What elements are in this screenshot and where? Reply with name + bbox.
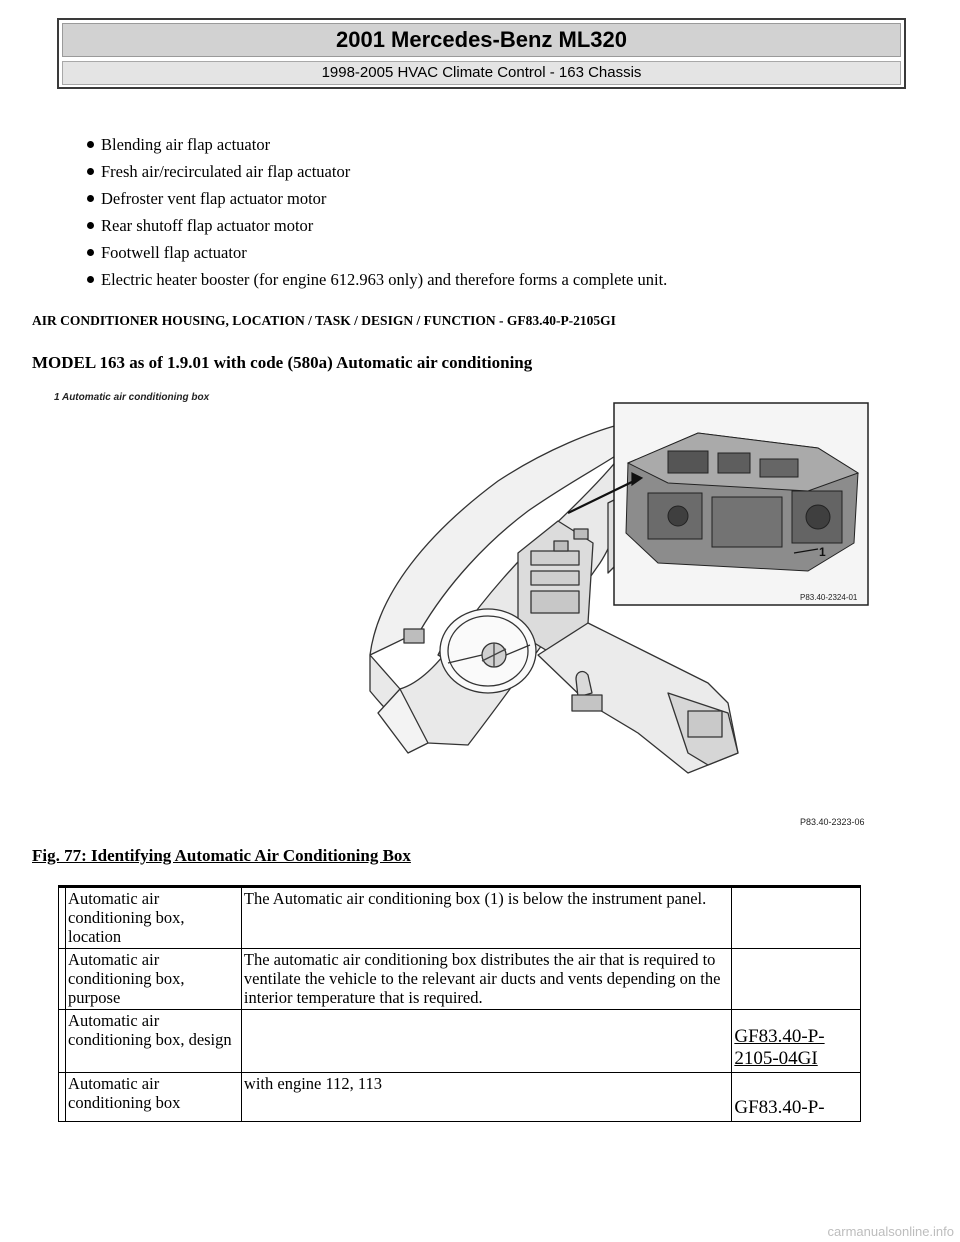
figure-legend: 1 Automatic air conditioning box bbox=[54, 392, 210, 403]
list-item bbox=[87, 189, 667, 216]
row-text: The automatic air conditioning box distributes the air that is required to ventilate the vehicle to the relevant air ducts and vents depending on the interior temperature that is required. bbox=[241, 949, 731, 1010]
bullet-icon bbox=[87, 222, 94, 229]
callout-number: 1 bbox=[819, 545, 826, 559]
list-item bbox=[87, 135, 667, 162]
list-item-text: Defroster vent flap actuator motor bbox=[101, 189, 327, 208]
row-ref bbox=[732, 887, 861, 949]
row-name: Automatic air conditioning box, location bbox=[66, 887, 242, 949]
table-row bbox=[59, 949, 861, 1010]
list-item bbox=[87, 243, 667, 270]
list-item bbox=[87, 270, 667, 297]
list-item-text: Fresh air/recirculated air flap actuator bbox=[101, 162, 351, 181]
row-text bbox=[241, 1010, 731, 1073]
row-name: Automatic air conditioning box, design bbox=[66, 1010, 242, 1073]
row-text: The Automatic air conditioning box (1) is below the instrument panel. bbox=[241, 887, 731, 949]
header-subtitle: 1998-2005 HVAC Climate Control - 163 Chassis bbox=[62, 61, 901, 85]
table-row bbox=[59, 887, 861, 949]
engine-reference-link[interactable]: GF83.40-P- bbox=[734, 1097, 825, 1118]
list-item bbox=[87, 162, 667, 189]
list-item-text: Rear shutoff flap actuator motor bbox=[101, 216, 314, 235]
bullet-icon bbox=[87, 276, 94, 283]
row-name: Automatic air conditioning box bbox=[66, 1073, 242, 1122]
row-text: with engine 112, 113 bbox=[241, 1073, 731, 1122]
list-item bbox=[87, 216, 667, 243]
row-ref bbox=[732, 949, 861, 1010]
list-item-text: Blending air flap actuator bbox=[101, 135, 271, 154]
header-title: 2001 Mercedes-Benz ML320 bbox=[62, 23, 901, 57]
watermark: carmanualsonline.info bbox=[827, 1224, 954, 1239]
list-item-text: Footwell flap actuator bbox=[101, 243, 247, 262]
dashboard-illustration bbox=[48, 393, 888, 833]
page-header bbox=[57, 18, 906, 89]
section-heading: AIR CONDITIONER HOUSING, LOCATION / TASK / DESIGN / FUNCTION - GF83.40-P-2105GI bbox=[32, 313, 616, 328]
table-row bbox=[59, 1073, 861, 1122]
row-name: Automatic air conditioning box, purpose bbox=[66, 949, 242, 1010]
figure-code: P83.40-2323-06 bbox=[800, 817, 865, 827]
list-item-text: Electric heater booster (for engine 612.963 only) and therefore forms a complete unit. bbox=[101, 270, 668, 289]
bullet-icon bbox=[87, 141, 94, 148]
figure bbox=[48, 393, 888, 833]
bullet-icon bbox=[87, 249, 94, 256]
info-table bbox=[58, 885, 861, 1122]
bullet-icon bbox=[87, 168, 94, 175]
table-row bbox=[59, 1010, 861, 1073]
model-heading: MODEL 163 as of 1.9.01 with code (580a) Automatic air conditioning bbox=[32, 353, 533, 372]
component-list bbox=[87, 135, 667, 297]
bullet-icon bbox=[87, 195, 94, 202]
figure-caption: Fig. 77: Identifying Automatic Air Conditioning Box bbox=[32, 846, 411, 865]
design-reference-link[interactable]: GF83.40-P-2105-04GI bbox=[734, 1026, 825, 1069]
inset-code: P83.40-2324-01 bbox=[800, 593, 858, 602]
